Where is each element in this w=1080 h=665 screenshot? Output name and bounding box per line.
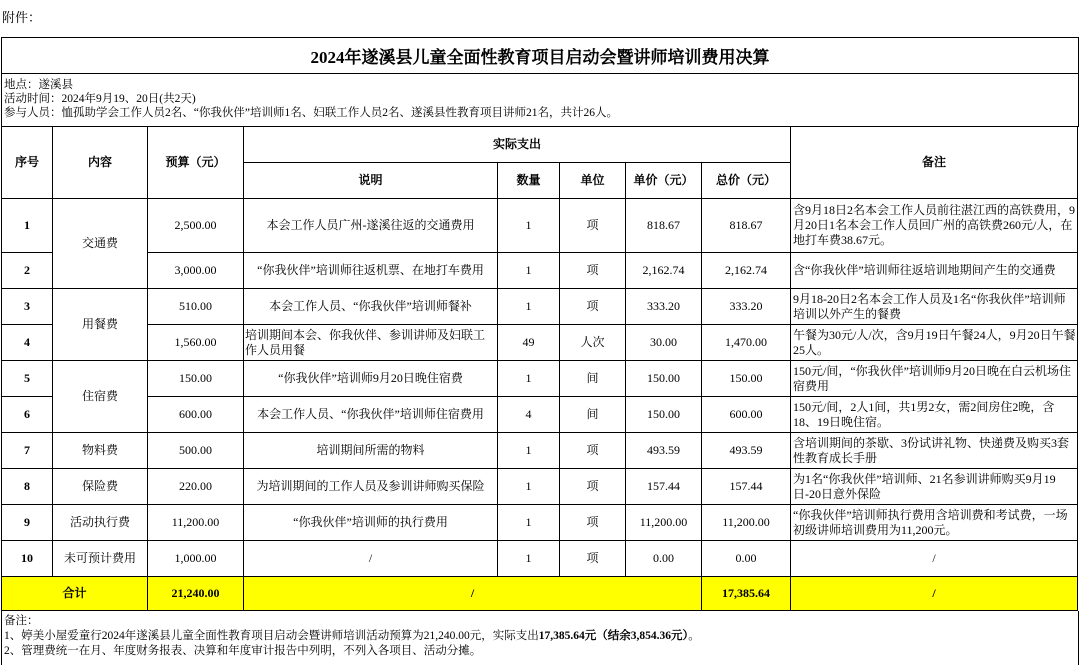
cell-total-price: 333.20	[702, 289, 791, 325]
cell-unit: 间	[560, 397, 626, 433]
cell-total-price: 157.44	[702, 469, 791, 505]
cell-unit-price: 493.59	[626, 433, 702, 469]
cell-no: 4	[2, 325, 53, 361]
header-no: 序号	[2, 127, 53, 199]
cell-description: 培训期间所需的物料	[244, 433, 498, 469]
cell-category: 未可预计费用	[53, 541, 148, 577]
cell-description: “你我伙伴”培训师往返机票、在地打车费用	[244, 253, 498, 289]
cell-no: 9	[2, 505, 53, 541]
cell-quantity: 1	[498, 433, 560, 469]
cell-remark: 含9月18日2名本会工作人员前往湛江西的高铁费用，9月20日1名本会工作人员回广州的高铁费260元/人，在地打车费38.67元。	[791, 199, 1078, 253]
cell-unit-price: 150.00	[626, 361, 702, 397]
footer-note-1-text: 1、婷美小屋爱童行2024年遂溪县儿童全面性教育项目启动会暨讲师培训活动预算为21,240.00元，实际支出	[4, 630, 539, 642]
cell-unit: 项	[560, 505, 626, 541]
cell-description: “你我伙伴”培训师9月20日晚住宿费	[244, 361, 498, 397]
cell-remark: /	[791, 541, 1078, 577]
cell-budget: 600.00	[148, 397, 244, 433]
cell-total-price: 2,162.74	[702, 253, 791, 289]
cell-remark: 含“你我伙伴”培训师往返培训地期间产生的交通费	[791, 253, 1078, 289]
cell-total-price: 493.59	[702, 433, 791, 469]
footer-note-1-end: 。	[688, 630, 700, 642]
cell-description: 本会工作人员、“你我伙伴”培训师餐补	[244, 289, 498, 325]
cell-no: 5	[2, 361, 53, 397]
cell-unit: 项	[560, 253, 626, 289]
cell-budget: 500.00	[148, 433, 244, 469]
cell-quantity: 1	[498, 505, 560, 541]
cell-no: 6	[2, 397, 53, 433]
cell-total-price: 600.00	[702, 397, 791, 433]
cell-total-price: 150.00	[702, 361, 791, 397]
header-quantity: 数量	[498, 163, 560, 199]
cell-description: 培训期间本会、你我伙伴、参训讲师及妇联工作人员用餐	[244, 325, 498, 361]
total-budget: 21,240.00	[148, 577, 244, 611]
footer-notes	[1, 611, 1079, 665]
header-content: 内容	[53, 127, 148, 199]
cell-remark: 含培训期间的茶歇、3份试讲礼物、快递费及购买3套性教育成长手册	[791, 433, 1078, 469]
info-time: 活动时间：2024年9月19、20日(共2天)	[4, 93, 196, 105]
cell-no: 3	[2, 289, 53, 325]
cell-unit: 项	[560, 289, 626, 325]
cell-description: 为培训期间的工作人员及参训讲师购买保险	[244, 469, 498, 505]
info-location: 地点：遂溪县	[4, 79, 73, 91]
cell-budget: 3,000.00	[148, 253, 244, 289]
cell-unit-price: 0.00	[626, 541, 702, 577]
cell-unit: 项	[560, 433, 626, 469]
cell-budget: 1,560.00	[148, 325, 244, 361]
total-actual: 17,385.64	[702, 577, 791, 611]
cell-no: 2	[2, 253, 53, 289]
cell-total-price: 0.00	[702, 541, 791, 577]
total-description: /	[244, 577, 702, 611]
header-unit-price: 单价（元）	[626, 163, 702, 199]
cell-budget: 220.00	[148, 469, 244, 505]
cell-quantity: 1	[498, 469, 560, 505]
cell-total-price: 818.67	[702, 199, 791, 253]
document-title: 2024年遂溪县儿童全面性教育项目启动会暨讲师培训费用决算	[1, 37, 1079, 74]
cell-budget: 11,200.00	[148, 505, 244, 541]
header-description: 说明	[244, 163, 498, 199]
cell-remark: “你我伙伴”培训师执行费用含培训费和考试费，一场初级讲师培训费用为11,200元。	[791, 505, 1078, 541]
header-actual-expense: 实际支出	[244, 127, 791, 163]
cell-unit: 项	[560, 541, 626, 577]
cell-category: 用餐费	[53, 289, 148, 361]
cell-remark: 9月18-20日2名本会工作人员及1名“你我伙伴”培训师培训以外产生的餐费	[791, 289, 1078, 325]
cell-remark: 为1名“你我伙伴”培训师、21名参训讲师购买9月19日-20日意外保险	[791, 469, 1078, 505]
cell-quantity: 1	[498, 541, 560, 577]
cell-unit: 项	[560, 199, 626, 253]
header-unit: 单位	[560, 163, 626, 199]
cell-unit-price: 2,162.74	[626, 253, 702, 289]
cell-budget: 510.00	[148, 289, 244, 325]
header-remark: 备注	[791, 127, 1078, 199]
cell-category: 物料费	[53, 433, 148, 469]
cell-budget: 2,500.00	[148, 199, 244, 253]
cell-category: 住宿费	[53, 361, 148, 433]
cell-quantity: 1	[498, 361, 560, 397]
cell-total-price: 11,200.00	[702, 505, 791, 541]
cell-total-price: 1,470.00	[702, 325, 791, 361]
activity-info	[1, 74, 1079, 126]
header-budget: 预算（元）	[148, 127, 244, 199]
cell-category: 交通费	[53, 199, 148, 289]
cell-no: 8	[2, 469, 53, 505]
cell-quantity: 1	[498, 289, 560, 325]
cell-description: “你我伙伴”培训师的执行费用	[244, 505, 498, 541]
cell-remark: 150元/间，2人1间，共1男2女，需2间房住2晚，含18、19日晚住宿。	[791, 397, 1078, 433]
cell-unit-price: 818.67	[626, 199, 702, 253]
cell-unit-price: 150.00	[626, 397, 702, 433]
cell-quantity: 1	[498, 253, 560, 289]
cell-remark: 午餐为30元/人/次，含9月19日午餐24人，9月20日午餐25人。	[791, 325, 1078, 361]
cell-description: /	[244, 541, 498, 577]
footer-label: 备注：	[4, 615, 39, 627]
cell-unit-price: 157.44	[626, 469, 702, 505]
cell-unit-price: 30.00	[626, 325, 702, 361]
cell-unit-price: 333.20	[626, 289, 702, 325]
cell-no: 10	[2, 541, 53, 577]
footer-note-1-highlight: 17,385.64元（结余3,854.36元）	[538, 630, 689, 642]
cell-quantity: 1	[498, 199, 560, 253]
cell-unit: 人次	[560, 325, 626, 361]
cell-category: 活动执行费	[53, 505, 148, 541]
cell-quantity: 49	[498, 325, 560, 361]
cell-description: 本会工作人员、“你我伙伴”培训师住宿费用	[244, 397, 498, 433]
cell-unit: 间	[560, 361, 626, 397]
cell-no: 1	[2, 199, 53, 253]
expense-table	[1, 126, 1079, 611]
cell-quantity: 4	[498, 397, 560, 433]
cell-budget: 1,000.00	[148, 541, 244, 577]
cell-category: 保险费	[53, 469, 148, 505]
total-remark: /	[791, 577, 1078, 611]
cell-unit-price: 11,200.00	[626, 505, 702, 541]
attachment-label: 附件：	[2, 10, 42, 25]
cell-remark: 150元/间，“你我伙伴”培训师9月20日晚在白云机场住宿费用	[791, 361, 1078, 397]
cell-no: 7	[2, 433, 53, 469]
info-participants: 参与人员：恤孤助学会工作人员2名、“你我伙伴”培训师1名、妇联工作人员2名、遂溪县性教育项目讲师21名，共计26人。	[4, 107, 618, 119]
cell-budget: 150.00	[148, 361, 244, 397]
cell-unit: 项	[560, 469, 626, 505]
header-total-price: 总价（元）	[702, 163, 791, 199]
footer-note-2: 2、管理费统一在月、年度财务报表、决算和年度审计报告中列明，不列入各项目、活动分摊。	[4, 645, 482, 657]
cell-description: 本会工作人员广州-遂溪往返的交通费用	[244, 199, 498, 253]
total-label: 合计	[2, 577, 148, 611]
footer-note-1	[4, 629, 1078, 644]
